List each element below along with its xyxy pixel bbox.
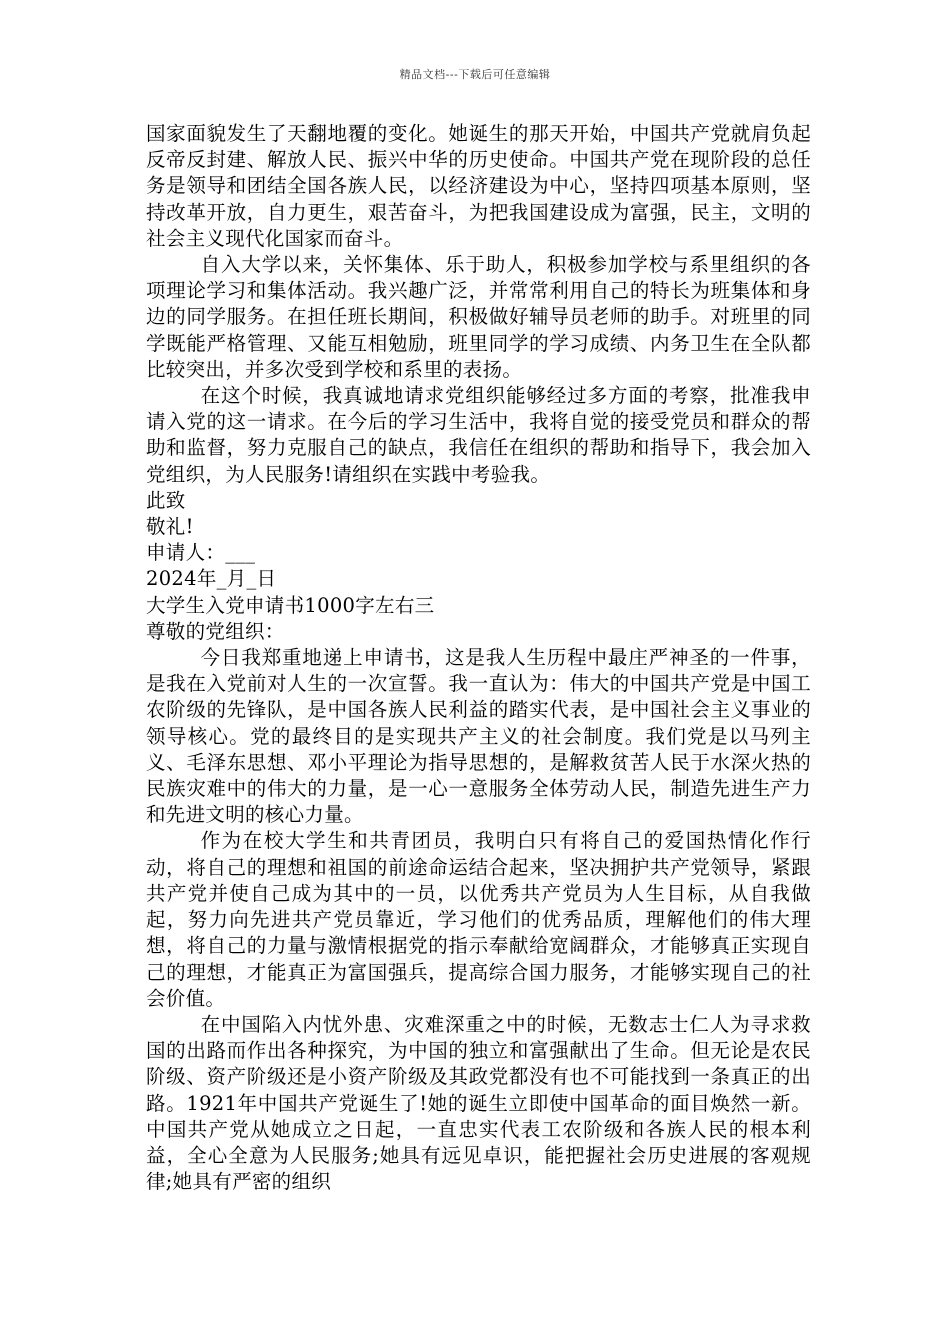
paragraph-student-role: 作为在校大学生和共青团员，我明白只有将自己的爱国热情化作行动，将自己的理想和祖国的前途命运结合起来，坚决拥护共产党领导，紧跟共产党并使自己成为其中的一员，以优秀共产党员为人生目标，从自我做起，努力向先进共产党员靠近，学习他们的优秀品质，理解他们的伟大理想，将自己的力量与激情根据党的指示奉献给宽阔群众，才能够真正实现自己的理想，才能真正为富国强兵，提高综合国力服务，才能够实现自己的社会价值。 <box>146 829 811 1010</box>
page-header-note: 精品文档---下载后可任意编辑 <box>399 68 551 81</box>
paragraph-continuation: 国家面貌发生了天翻地覆的变化。她诞生的那天开始，中国共产党就肩负起反帝反封建、解放人民、振兴中华的历史使命。中国共产党在现阶段的总任务是领导和团结全国各族人民，以经济建设为中心，坚持四项基本原则，坚持改革开放，自力更生，艰苦奋斗，为把我国建设成为富强，民主，文明的社会主义现代化国家而奋斗。 <box>146 122 811 250</box>
closing-salutation: 此致 <box>146 488 186 512</box>
applicant-signature-line: 申请人：___ <box>146 541 256 565</box>
closing-regards: 敬礼! <box>146 515 194 539</box>
paragraph-request: 在这个时候，我真诚地请求党组织能够经过多方面的考察，批准我申请入党的这一请求。在今后的学习生活中，我将自觉的接受党员和群众的帮助和监督，努力克服自己的缺点，我信任在组织的帮助和指导下，我会加入党组织，为人民服务!请组织在实践中考验我。 <box>146 384 811 486</box>
greeting-line: 尊敬的党组织： <box>146 619 285 643</box>
paragraph-university-activities: 自入大学以来，关怀集体、乐于助人，积极参加学校与系里组织的各项理论学习和集体活动。我兴趣广泛，并常常利用自己的特长为班集体和身边的同学服务。在担任班长期间，积极做好辅导员老师的助手。对班里的同学既能严格管理、又能互相勉励，班里同学的学习成绩、内务卫生在全队都比较突出，并多次受到学校和系里的表扬。 <box>146 253 811 381</box>
paragraph-oath: 今日我郑重地递上申请书，这是我人生历程中最庄严神圣的一件事，是我在入党前对人生的一次宣誓。我一直认为：伟大的中国共产党是中国工农阶级的先锋队，是中国各族人民利益的踏实代表，是中国社会主义事业的领导核心。党的最终目的是实现共产主义的社会制度。我们党是以马列主义、毛泽东思想、邓小平理论为指导思想的，是解救贫苦人民于水深火热的民族灾难中的伟大的力量，是一心一意服务全体劳动人民，制造先进生产力和先进文明的核心力量。 <box>146 646 811 827</box>
date-line: 2024年_月_日 <box>146 567 277 591</box>
section-title: 大学生入党申请书1000字左右三 <box>146 593 435 617</box>
document-body <box>146 121 811 1195</box>
paragraph-history: 在中国陷入内忧外患、灾难深重之中的时候，无数志士仁人为寻求救国的出路而作出各种探究，为中国的独立和富强献出了生命。但无论是农民阶级、资产阶级还是小资产阶级及其政党都没有也不可能找到一条真正的出路。1921年中国共产党诞生了!她的诞生立即使中国革命的面目焕然一新。中国共产党从她成立之日起，一直忠实代表工农阶级和各族人民的根本利益，全心全意为人民服务;她具有远见卓识，能把握社会历史进展的客观规律;她具有严密的组织 <box>146 1012 811 1194</box>
